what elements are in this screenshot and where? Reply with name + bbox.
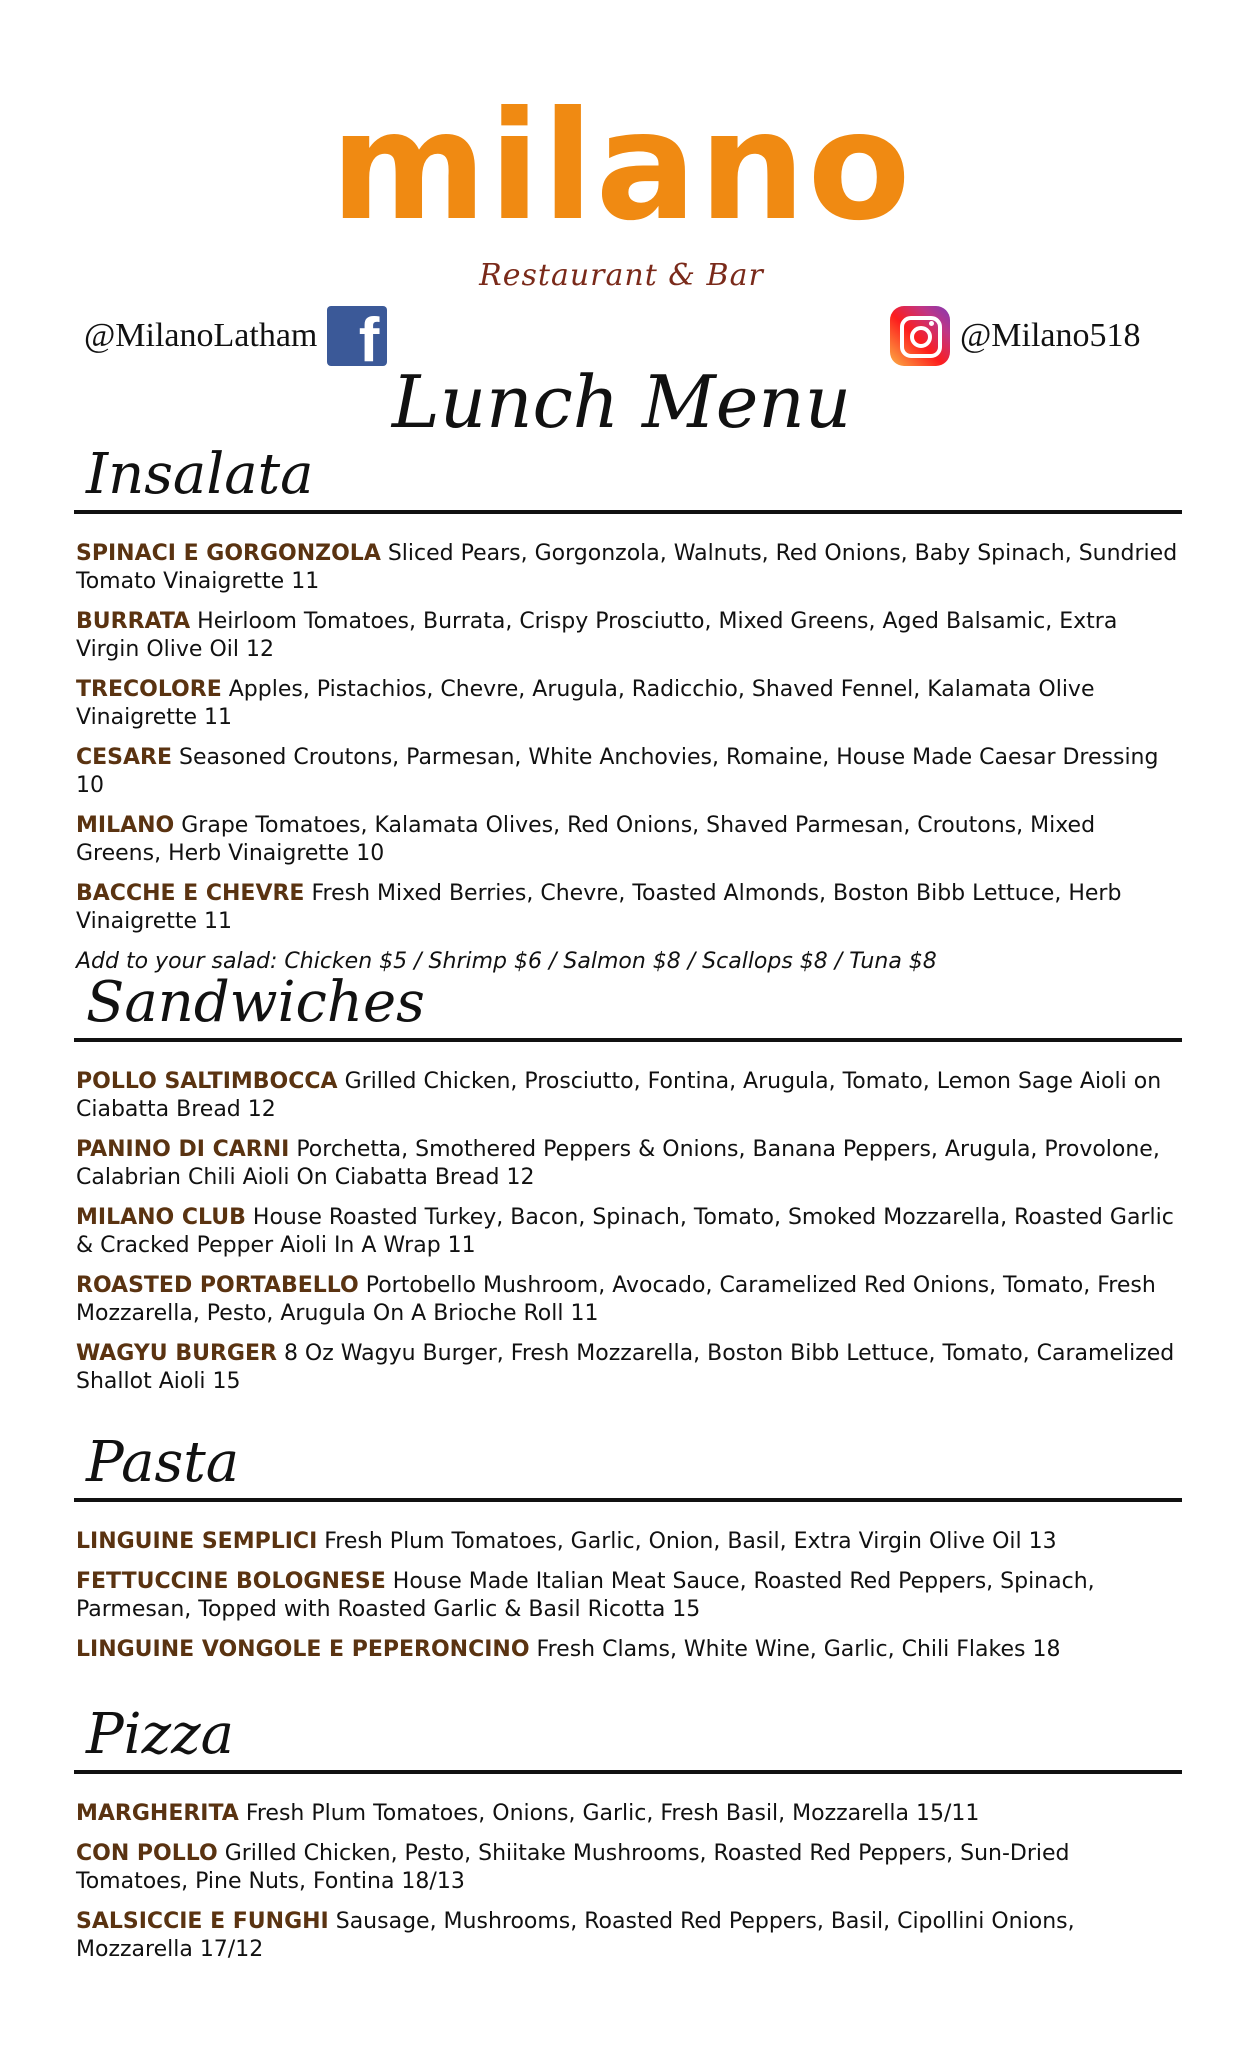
item-description: Fresh Mixed Berries, Chevre, Toasted Almonds, Boston Bibb Lettuce, Herb Vinaigrette 11 <box>76 881 1122 934</box>
menu-item <box>76 1272 1180 1328</box>
item-name: PANINO DI CARNI <box>76 1137 290 1162</box>
item-description: Fresh Clams, White Wine, Garlic, Chili Flakes 18 <box>536 1637 1061 1662</box>
instagram-handle: @Milano518 <box>960 317 1141 354</box>
item-description: Grilled Chicken, Prosciutto, Fontina, Arugula, Tomato, Lemon Sage Aioli on Ciabatta Bread 12 <box>76 1069 1162 1122</box>
menu-item <box>76 540 1180 596</box>
item-description: Fresh Plum Tomatoes, Garlic, Onion, Basil, Extra Virgin Olive Oil 13 <box>324 1529 1057 1554</box>
item-description: 8 Oz Wagyu Burger, Fresh Mozzarella, Boston Bibb Lettuce, Tomato, Caramelized Shallot Aioli 15 <box>76 1341 1175 1394</box>
item-name: FETTUCCINE BOLOGNESE <box>76 1569 386 1594</box>
section-divider <box>74 1770 1182 1774</box>
menu-item <box>76 608 1180 664</box>
item-name: MILANO CLUB <box>76 1205 246 1230</box>
item-description: Grape Tomatoes, Kalamata Olives, Red Onions, Shaved Parmesan, Croutons, Mixed Greens, Herb Vinaigrette 10 <box>76 813 1096 866</box>
item-name: WAGYU BURGER <box>76 1341 277 1366</box>
section-heading: Pizza <box>86 1702 234 1767</box>
item-description: Apples, Pistachios, Chevre, Arugula, Radicchio, Shaved Fennel, Kalamata Olive Vinaigrette 11 <box>76 677 1095 730</box>
section-heading: Sandwiches <box>86 970 425 1035</box>
item-description: Heirloom Tomatoes, Burrata, Crispy Prosciutto, Mixed Greens, Aged Balsamic, Extra Virgin Olive Oil 12 <box>76 609 1118 662</box>
section-heading: Insalata <box>86 442 314 507</box>
section-insalata <box>74 440 1182 976</box>
item-description: House Roasted Turkey, Bacon, Spinach, Tomato, Smoked Mozzarella, Roasted Garlic & Cracked Pepper Aioli In A Wrap 11 <box>76 1205 1174 1258</box>
milano-logo: milano <box>330 80 913 254</box>
section-pizza <box>74 1700 1182 1976</box>
item-name: SPINACI E GORGONZOLA <box>76 541 381 566</box>
item-name: ROASTED PORTABELLO <box>76 1273 359 1298</box>
menu-item <box>76 1136 1180 1192</box>
menu-item <box>76 676 1180 732</box>
section-divider <box>74 1498 1182 1502</box>
menu-item <box>76 812 1180 868</box>
item-name: MARGHERITA <box>76 1801 239 1826</box>
item-name: LINGUINE VONGOLE E PEPERONCINO <box>76 1637 530 1662</box>
menu-item <box>76 1840 1180 1896</box>
menu-item <box>76 1568 1180 1624</box>
item-name: CESARE <box>76 745 173 770</box>
menu-item <box>76 880 1180 936</box>
menu-item <box>76 1204 1180 1260</box>
menu-item <box>76 1340 1180 1396</box>
facebook-handle: @MilanoLatham <box>84 317 318 354</box>
restaurant-tagline: Restaurant & Bar <box>479 258 764 293</box>
item-name: SALSICCIE E FUNGHI <box>76 1909 329 1934</box>
item-description: Fresh Plum Tomatoes, Onions, Garlic, Fresh Basil, Mozzarella 15/11 <box>245 1801 980 1826</box>
item-description: Porchetta, Smothered Peppers & Onions, Banana Peppers, Arugula, Provolone, Calabrian Chili Aioli On Ciabatta Bread 12 <box>76 1137 1160 1190</box>
facebook-link[interactable] <box>84 306 387 366</box>
item-name: TRECOLORE <box>76 677 222 702</box>
menu-item <box>76 1636 1180 1664</box>
instagram-icon <box>890 306 950 366</box>
section-sandwiches <box>74 968 1182 1408</box>
item-description: Sliced Pears, Gorgonzola, Walnuts, Red Onions, Baby Spinach, Sundried Tomato Vinaigrette 11 <box>76 541 1178 594</box>
menu-item <box>76 1068 1180 1124</box>
section-divider <box>74 510 1182 514</box>
item-name: BACCHE E CHEVRE <box>76 881 305 906</box>
instagram-link[interactable] <box>890 306 1141 366</box>
item-description: Seasoned Croutons, Parmesan, White Anchovies, Romaine, House Made Caesar Dressing 10 <box>76 745 1159 798</box>
menu-title: Lunch Menu <box>391 360 852 444</box>
item-description: House Made Italian Meat Sauce, Roasted Red Peppers, Spinach, Parmesan, Topped with Roasted Garlic & Basil Ricotta 15 <box>76 1569 1095 1622</box>
item-name: LINGUINE SEMPLICI <box>76 1529 318 1554</box>
menu-item <box>76 1908 1180 1964</box>
item-name: BURRATA <box>76 609 191 634</box>
item-name: POLLO SALTIMBOCCA <box>76 1069 338 1094</box>
section-heading: Pasta <box>86 1430 240 1495</box>
menu-item <box>76 1800 1180 1828</box>
item-description: Grilled Chicken, Pesto, Shiitake Mushrooms, Roasted Red Peppers, Sun-Dried Tomatoes, Pine Nuts, Fontina 18/13 <box>76 1841 1070 1894</box>
item-name: CON POLLO <box>76 1841 218 1866</box>
menu-item <box>76 744 1180 800</box>
item-description: Portobello Mushroom, Avocado, Caramelized Red Onions, Tomato, Fresh Mozzarella, Pesto, Arugula On A Brioche Roll 11 <box>76 1273 1156 1326</box>
item-description: Sausage, Mushrooms, Roasted Red Peppers, Basil, Cipollini Onions, Mozzarella 17/12 <box>76 1909 1075 1962</box>
section-pasta <box>74 1428 1182 1676</box>
item-name: MILANO <box>76 813 175 838</box>
facebook-icon: f <box>327 306 387 366</box>
salad-addons-note: Add to your salad: Chicken $5 / Shrimp $6 / Salmon $8 / Scallops $8 / Tuna $8 <box>76 949 937 974</box>
menu-item <box>76 1528 1180 1556</box>
section-divider <box>74 1038 1182 1042</box>
